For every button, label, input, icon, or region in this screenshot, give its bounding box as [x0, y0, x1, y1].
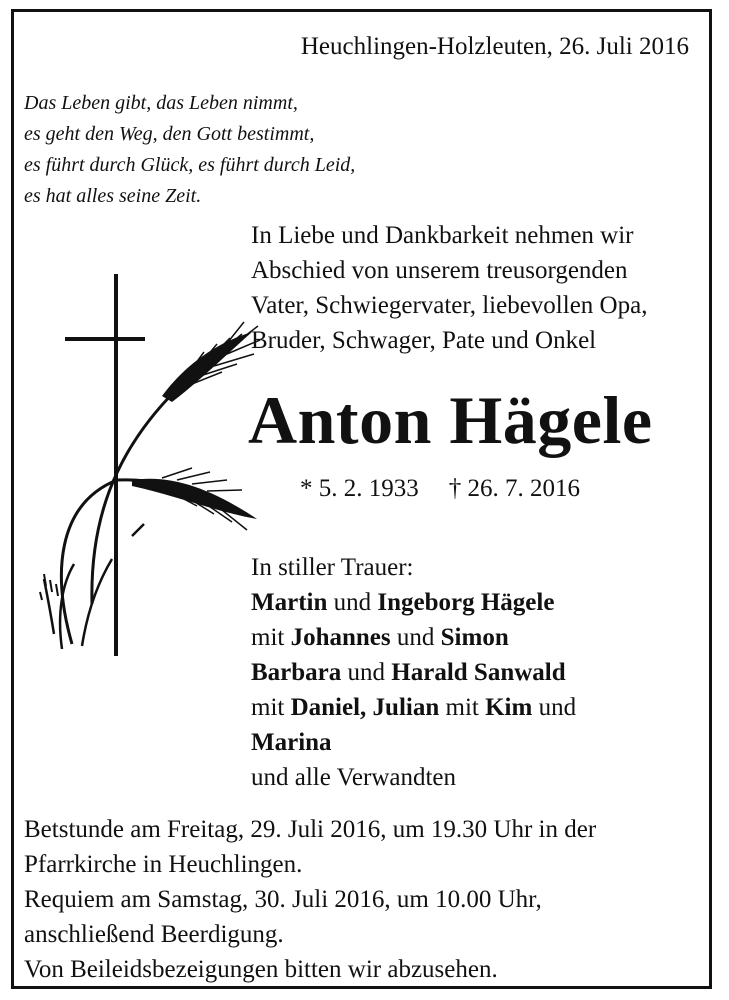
poem-line: Das Leben gibt, das Leben nimmt,	[24, 92, 298, 114]
farewell-line: Vater, Schwiegervater, liebevollen Opa,	[251, 292, 648, 319]
obituary-notice	[11, 9, 712, 989]
connector: mit	[439, 694, 486, 721]
cross-and-wheat-icon	[32, 274, 262, 664]
mourner-name: Martin	[251, 589, 328, 616]
mourner-name: Simon	[440, 624, 509, 651]
mourner-name: Ingeborg Hägele	[377, 589, 555, 616]
poem	[24, 88, 355, 212]
death-date: † 26. 7. 2016	[448, 475, 580, 502]
connector: mit	[251, 624, 291, 651]
connector: und	[532, 694, 577, 721]
connector: und	[341, 659, 392, 686]
poem-line: es geht den Weg, den Gott bestimmt,	[24, 123, 315, 145]
place-date-line: Heuchlingen-Holzleuten, 26. Juli 2016	[300, 33, 689, 60]
service-line: Pfarrkirche in Heuchlingen.	[24, 851, 303, 878]
connector: und	[390, 624, 441, 651]
mourner-line	[251, 585, 576, 620]
farewell-line: Abschied von unserem treusorgenden	[251, 257, 628, 284]
mourner-name: Marina	[251, 729, 332, 756]
mourner-line: und alle Verwandten	[251, 764, 457, 791]
mourner-line	[251, 655, 576, 690]
deceased-name: Anton Hägele	[248, 382, 653, 458]
mourner-name: Johannes	[290, 624, 391, 651]
mourners-heading: In stiller Trauer:	[251, 554, 414, 581]
connector: und	[327, 589, 378, 616]
service-line: anschließend Beerdigung.	[24, 921, 284, 948]
connector: mit	[251, 694, 291, 721]
service-line: Requiem am Samstag, 30. Juli 2016, um 10.00 Uhr,	[24, 886, 542, 913]
mourner-name: Harald Sanwald	[391, 659, 566, 686]
mourner-line	[251, 725, 576, 760]
mourner-name: Barbara	[251, 659, 342, 686]
service-line: Betstunde am Freitag, 29. Juli 2016, um 19.30 Uhr in der	[24, 816, 597, 843]
birth-date: * 5. 2. 1933	[300, 475, 419, 502]
service-info	[24, 812, 596, 987]
poem-line: es hat alles seine Zeit.	[24, 185, 202, 207]
farewell-line: Bruder, Schwager, Pate und Onkel	[251, 327, 597, 354]
life-dates	[300, 472, 580, 506]
mourner-line	[251, 690, 576, 725]
farewell-text	[251, 218, 647, 358]
mourner-line	[251, 620, 576, 655]
mourner-name: Kim	[485, 694, 533, 721]
service-line: Von Beileidsbezeigungen bitten wir abzusehen.	[24, 956, 498, 983]
poem-line: es führt durch Glück, es führt durch Leid,	[24, 154, 356, 176]
mourner-name: Daniel, Julian	[290, 694, 440, 721]
mourners	[251, 550, 576, 795]
farewell-line: In Liebe und Dankbarkeit nehmen wir	[251, 222, 634, 249]
